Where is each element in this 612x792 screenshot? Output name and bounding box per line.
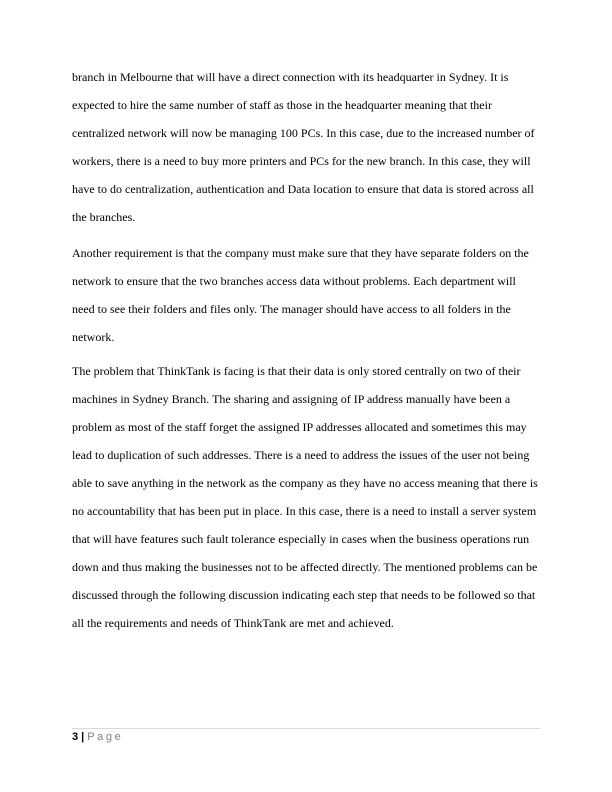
text-line: discussed through the following discussion indicating each step that needs to be followed so that [72, 588, 536, 602]
text-line: workers, there is a need to buy more printers and PCs for the new branch. In this case, they will [72, 154, 531, 168]
text-line: that will have features such fault tolerance especially in cases when the business operations run [72, 532, 530, 546]
text-line: machines in Sydney Branch. The sharing and assigning of IP address manually have been a [72, 392, 511, 406]
text-line: Another requirement is that the company must make sure that they have separate folders on the [72, 246, 529, 260]
page-label: Page [87, 731, 124, 743]
footer-separator: | [81, 731, 85, 743]
text-line: able to save anything in the network as the company as they have no access meaning that there is [72, 476, 538, 490]
text-line: problem as most of the staff forget the assigned IP addresses allocated and sometimes this may [72, 420, 527, 434]
text-line: need to see their folders and files only. The manager should have access to all folders in the [72, 302, 511, 316]
text-line: network. [72, 330, 115, 344]
text-line: expected to hire the same number of staff as those in the headquarter meaning that their [72, 98, 492, 112]
text-line: down and thus making the businesses not to be affected directly. The mentioned problems can be [72, 560, 538, 574]
page-number: 3 [72, 731, 79, 743]
footer-divider [72, 728, 540, 729]
text-line: have to do centralization, authentication and Data location to ensure that data is stored across all [72, 182, 534, 196]
text-line: all the requirements and needs of ThinkTank are met and achieved. [72, 616, 394, 630]
text-line: the branches. [72, 210, 136, 224]
text-line: no accountability that has been put in place. In this case, there is a need to install a server system [72, 504, 537, 518]
text-line: branch in Melbourne that will have a direct connection with its headquarter in Sydney. It is [72, 70, 509, 84]
text-line: lead to duplication of such addresses. There is a need to address the issues of the user not being [72, 448, 530, 462]
text-line: centralized network will now be managing 100 PCs. In this case, due to the increased number of [72, 126, 535, 140]
paragraph-3 [72, 357, 542, 637]
paragraph-2 [72, 239, 542, 351]
text-line: network to ensure that the two branches access data without problems. Each department will [72, 274, 516, 288]
text-line: The problem that ThinkTank is facing is that their data is only stored centrally on two of their [72, 364, 521, 378]
page-footer [72, 730, 123, 744]
paragraph-1 [72, 63, 542, 231]
